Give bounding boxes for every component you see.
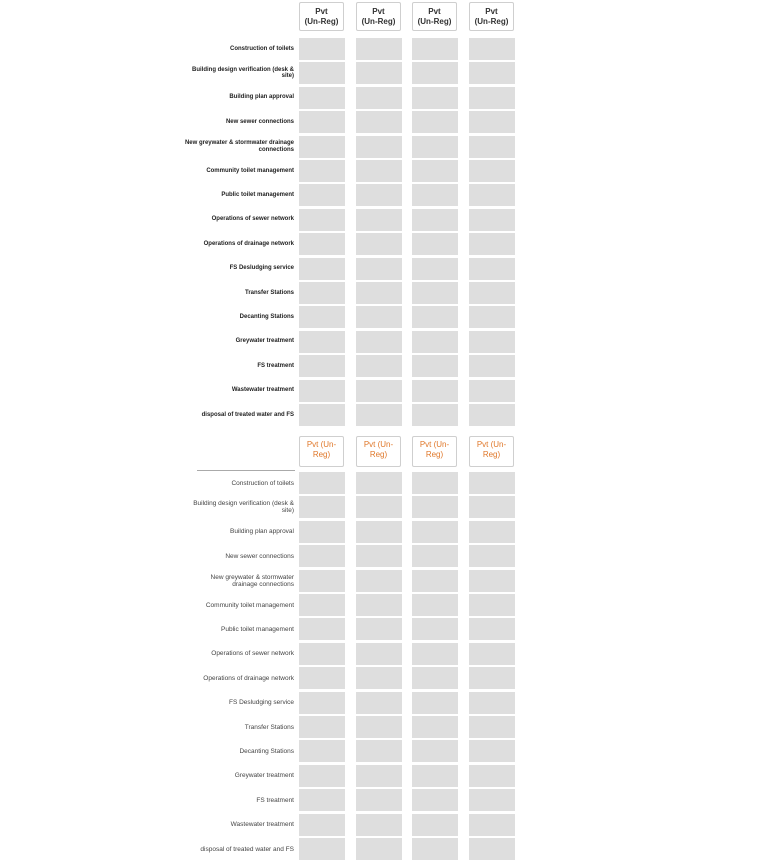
table2-cell[interactable] bbox=[469, 521, 515, 543]
table1-row-label: Decanting Stations bbox=[239, 313, 294, 320]
table2-cell[interactable] bbox=[356, 667, 402, 689]
table1-cell[interactable] bbox=[469, 136, 515, 158]
table1-cell[interactable] bbox=[356, 233, 402, 255]
table2-cell[interactable] bbox=[412, 643, 458, 665]
table1-cell[interactable] bbox=[356, 282, 402, 304]
table2-cell[interactable] bbox=[412, 765, 458, 787]
table2-row-label: Construction of toilets bbox=[231, 479, 294, 487]
table1-cell[interactable] bbox=[299, 282, 345, 304]
table2-cell[interactable] bbox=[356, 594, 402, 616]
table2-row-label: disposal of treated water and FS bbox=[200, 845, 294, 853]
table1-cell[interactable] bbox=[469, 306, 515, 328]
table2-cell[interactable] bbox=[299, 496, 345, 518]
table2-cell[interactable] bbox=[356, 643, 402, 665]
table2-row-label: New sewer connections bbox=[225, 552, 294, 560]
table2-cell[interactable] bbox=[299, 643, 345, 665]
table2-cell[interactable] bbox=[356, 472, 402, 494]
table1-cell[interactable] bbox=[469, 233, 515, 255]
table1-row-label: New greywater & stormwater drainage connections bbox=[184, 140, 294, 153]
table1-cell[interactable] bbox=[356, 380, 402, 402]
table1-cell[interactable] bbox=[469, 38, 515, 60]
table1-cell[interactable] bbox=[356, 355, 402, 377]
table1-cell[interactable] bbox=[299, 209, 345, 231]
table2-cell[interactable] bbox=[299, 594, 345, 616]
table1-cell[interactable] bbox=[412, 160, 458, 182]
table2-header-1: Pvt (Un-Reg) bbox=[299, 436, 344, 467]
table2-row-label: Operations of sewer network bbox=[211, 650, 294, 658]
table2-row-label: FS Desludging service bbox=[228, 699, 294, 707]
table2-cell[interactable] bbox=[299, 667, 345, 689]
table1-row-label: FS Desludging service bbox=[229, 265, 294, 272]
table2-cell[interactable] bbox=[299, 814, 345, 836]
table2-row-label: Decanting Stations bbox=[239, 747, 294, 755]
table2-cell[interactable] bbox=[299, 740, 345, 762]
table1-cell[interactable] bbox=[412, 38, 458, 60]
table2-cell[interactable] bbox=[469, 496, 515, 518]
table1-cell[interactable] bbox=[469, 87, 515, 109]
table1-cell[interactable] bbox=[412, 282, 458, 304]
table1-cell[interactable] bbox=[299, 355, 345, 377]
table1-cell[interactable] bbox=[412, 184, 458, 206]
table1-row-label: Operations of sewer network bbox=[211, 216, 294, 223]
table2-cell[interactable] bbox=[299, 838, 345, 860]
table2-row-label: Building plan approval bbox=[230, 528, 294, 536]
table2-cell[interactable] bbox=[469, 692, 515, 714]
table1-row-label: Public toilet management bbox=[221, 191, 294, 198]
table1-cell[interactable] bbox=[412, 209, 458, 231]
table1-cell[interactable] bbox=[412, 306, 458, 328]
table1-cell[interactable] bbox=[412, 136, 458, 158]
table2-cell[interactable] bbox=[412, 521, 458, 543]
table1-cell[interactable] bbox=[469, 282, 515, 304]
table2-cell[interactable] bbox=[412, 814, 458, 836]
table1-cell[interactable] bbox=[356, 331, 402, 353]
table1-cell[interactable] bbox=[412, 404, 458, 426]
table1-cell[interactable] bbox=[299, 184, 345, 206]
table2-row-label: Wastewater treatment bbox=[230, 821, 294, 829]
table2-cell[interactable] bbox=[412, 838, 458, 860]
table2-cell[interactable] bbox=[469, 570, 515, 592]
table1-row-label: FS treatment bbox=[257, 362, 294, 369]
table1-cell[interactable] bbox=[299, 380, 345, 402]
table2-cell[interactable] bbox=[469, 545, 515, 567]
table2-cell[interactable] bbox=[412, 570, 458, 592]
table2-cell[interactable] bbox=[299, 692, 345, 714]
table2-row-label: Public toilet management bbox=[221, 625, 294, 633]
table2-cell[interactable] bbox=[469, 667, 515, 689]
table1-cell[interactable] bbox=[469, 380, 515, 402]
table1-cell[interactable] bbox=[356, 87, 402, 109]
table1-row-label: Construction of toilets bbox=[230, 45, 294, 52]
table2-row-label: Greywater treatment bbox=[234, 772, 294, 780]
table1-row-label: Community toilet management bbox=[206, 167, 294, 174]
table1-cell[interactable] bbox=[299, 160, 345, 182]
table2-cell[interactable] bbox=[412, 789, 458, 811]
table2-cell[interactable] bbox=[469, 716, 515, 738]
table1-cell[interactable] bbox=[356, 62, 402, 84]
table1-cell[interactable] bbox=[299, 258, 345, 280]
table1-cell[interactable] bbox=[299, 87, 345, 109]
table2-cell[interactable] bbox=[356, 496, 402, 518]
table1-cell[interactable] bbox=[412, 380, 458, 402]
table2-cell[interactable] bbox=[469, 789, 515, 811]
table1-cell[interactable] bbox=[469, 355, 515, 377]
table2-cell[interactable] bbox=[356, 570, 402, 592]
table1-cell[interactable] bbox=[469, 404, 515, 426]
table2-cell[interactable] bbox=[299, 789, 345, 811]
table1-cell[interactable] bbox=[356, 111, 402, 133]
table2-cell[interactable] bbox=[469, 618, 515, 640]
table2-cell[interactable] bbox=[469, 740, 515, 762]
table1-cell[interactable] bbox=[412, 233, 458, 255]
table2-cell[interactable] bbox=[299, 521, 345, 543]
table1-header-3: Pvt (Un-Reg) bbox=[412, 2, 457, 31]
table1-cell[interactable] bbox=[299, 404, 345, 426]
table1-cell[interactable] bbox=[356, 184, 402, 206]
table2-cell[interactable] bbox=[469, 814, 515, 836]
table2-cell[interactable] bbox=[469, 765, 515, 787]
table1-cell[interactable] bbox=[299, 136, 345, 158]
table1-row-label: Transfer Stations bbox=[244, 289, 294, 296]
table1-cell[interactable] bbox=[469, 111, 515, 133]
table2-header-3: Pvt (Un-Reg) bbox=[412, 436, 457, 467]
table2-row-label: Operations of drainage network bbox=[203, 674, 294, 682]
table2-cell[interactable] bbox=[412, 545, 458, 567]
table1-header-1: Pvt (Un-Reg) bbox=[299, 2, 344, 31]
table2-row-label: New greywater & stormwater drainage connections bbox=[210, 573, 294, 588]
table1-cell[interactable] bbox=[412, 62, 458, 84]
table2-cell[interactable] bbox=[356, 716, 402, 738]
table2-cell[interactable] bbox=[356, 740, 402, 762]
table2-row-label: Community toilet management bbox=[205, 601, 294, 609]
table2-cell[interactable] bbox=[412, 716, 458, 738]
table2-cell[interactable] bbox=[412, 740, 458, 762]
table2-cell[interactable] bbox=[469, 838, 515, 860]
table1-row-label: New sewer connections bbox=[225, 118, 294, 125]
table1-row-label: Wastewater treatment bbox=[231, 387, 294, 394]
table2-cell[interactable] bbox=[299, 570, 345, 592]
table2-cell[interactable] bbox=[412, 618, 458, 640]
table2-header-4: Pvt (Un-Reg) bbox=[469, 436, 514, 467]
table2-cell[interactable] bbox=[356, 545, 402, 567]
table1-cell[interactable] bbox=[356, 209, 402, 231]
table2-cell[interactable] bbox=[299, 472, 345, 494]
table1-cell[interactable] bbox=[469, 62, 515, 84]
table1-row-label: Building plan approval bbox=[229, 94, 294, 101]
table2-cell[interactable] bbox=[469, 472, 515, 494]
table2-row-label: Building design verification (desk & site) bbox=[193, 500, 294, 515]
table2-header-2: Pvt (Un-Reg) bbox=[356, 436, 401, 467]
table2-row-label: FS treatment bbox=[256, 796, 294, 804]
table2-cell[interactable] bbox=[412, 472, 458, 494]
table2-cell[interactable] bbox=[356, 521, 402, 543]
table1-cell[interactable] bbox=[412, 355, 458, 377]
table2-cell[interactable] bbox=[412, 667, 458, 689]
table1-cell[interactable] bbox=[469, 184, 515, 206]
table2-cell[interactable] bbox=[299, 545, 345, 567]
table1-cell[interactable] bbox=[356, 136, 402, 158]
table1-cell[interactable] bbox=[299, 306, 345, 328]
table1-cell[interactable] bbox=[356, 258, 402, 280]
table1-cell[interactable] bbox=[299, 331, 345, 353]
table2-cell[interactable] bbox=[356, 838, 402, 860]
table2-cell[interactable] bbox=[299, 618, 345, 640]
table1-row-label: Greywater treatment bbox=[235, 338, 294, 345]
table1-cell[interactable] bbox=[356, 404, 402, 426]
table2-cell[interactable] bbox=[356, 765, 402, 787]
table1-row-label: Operations of drainage network bbox=[203, 240, 294, 247]
table1-cell[interactable] bbox=[469, 160, 515, 182]
table2-cell[interactable] bbox=[412, 496, 458, 518]
table2-cell[interactable] bbox=[299, 716, 345, 738]
table2-cell[interactable] bbox=[469, 594, 515, 616]
table2-cell[interactable] bbox=[356, 814, 402, 836]
table2-cell[interactable] bbox=[356, 618, 402, 640]
table1-cell[interactable] bbox=[469, 258, 515, 280]
table1-row-label: Building design verification (desk & site) bbox=[191, 66, 294, 80]
table2-divider bbox=[197, 470, 295, 471]
table1-cell[interactable] bbox=[469, 331, 515, 353]
table1-cell[interactable] bbox=[299, 38, 345, 60]
table2-cell[interactable] bbox=[356, 692, 402, 714]
table1-header-2: Pvt (Un-Reg) bbox=[356, 2, 401, 31]
table1-row-label: disposal of treated water and FS bbox=[201, 411, 294, 418]
table1-cell[interactable] bbox=[469, 209, 515, 231]
table1-cell[interactable] bbox=[356, 306, 402, 328]
table1-cell[interactable] bbox=[412, 331, 458, 353]
table2-row-label: Transfer Stations bbox=[244, 723, 294, 731]
table1-cell[interactable] bbox=[299, 233, 345, 255]
table1-cell[interactable] bbox=[356, 160, 402, 182]
table1-cell[interactable] bbox=[412, 87, 458, 109]
table1-cell[interactable] bbox=[356, 38, 402, 60]
table1-cell[interactable] bbox=[299, 111, 345, 133]
table2-cell[interactable] bbox=[469, 643, 515, 665]
table1-cell[interactable] bbox=[299, 62, 345, 84]
table1-cell[interactable] bbox=[412, 111, 458, 133]
table2-cell[interactable] bbox=[412, 594, 458, 616]
table1-cell[interactable] bbox=[412, 258, 458, 280]
table2-cell[interactable] bbox=[412, 692, 458, 714]
table1-header-4: Pvt (Un-Reg) bbox=[469, 2, 514, 31]
table2-cell[interactable] bbox=[299, 765, 345, 787]
table2-cell[interactable] bbox=[356, 789, 402, 811]
